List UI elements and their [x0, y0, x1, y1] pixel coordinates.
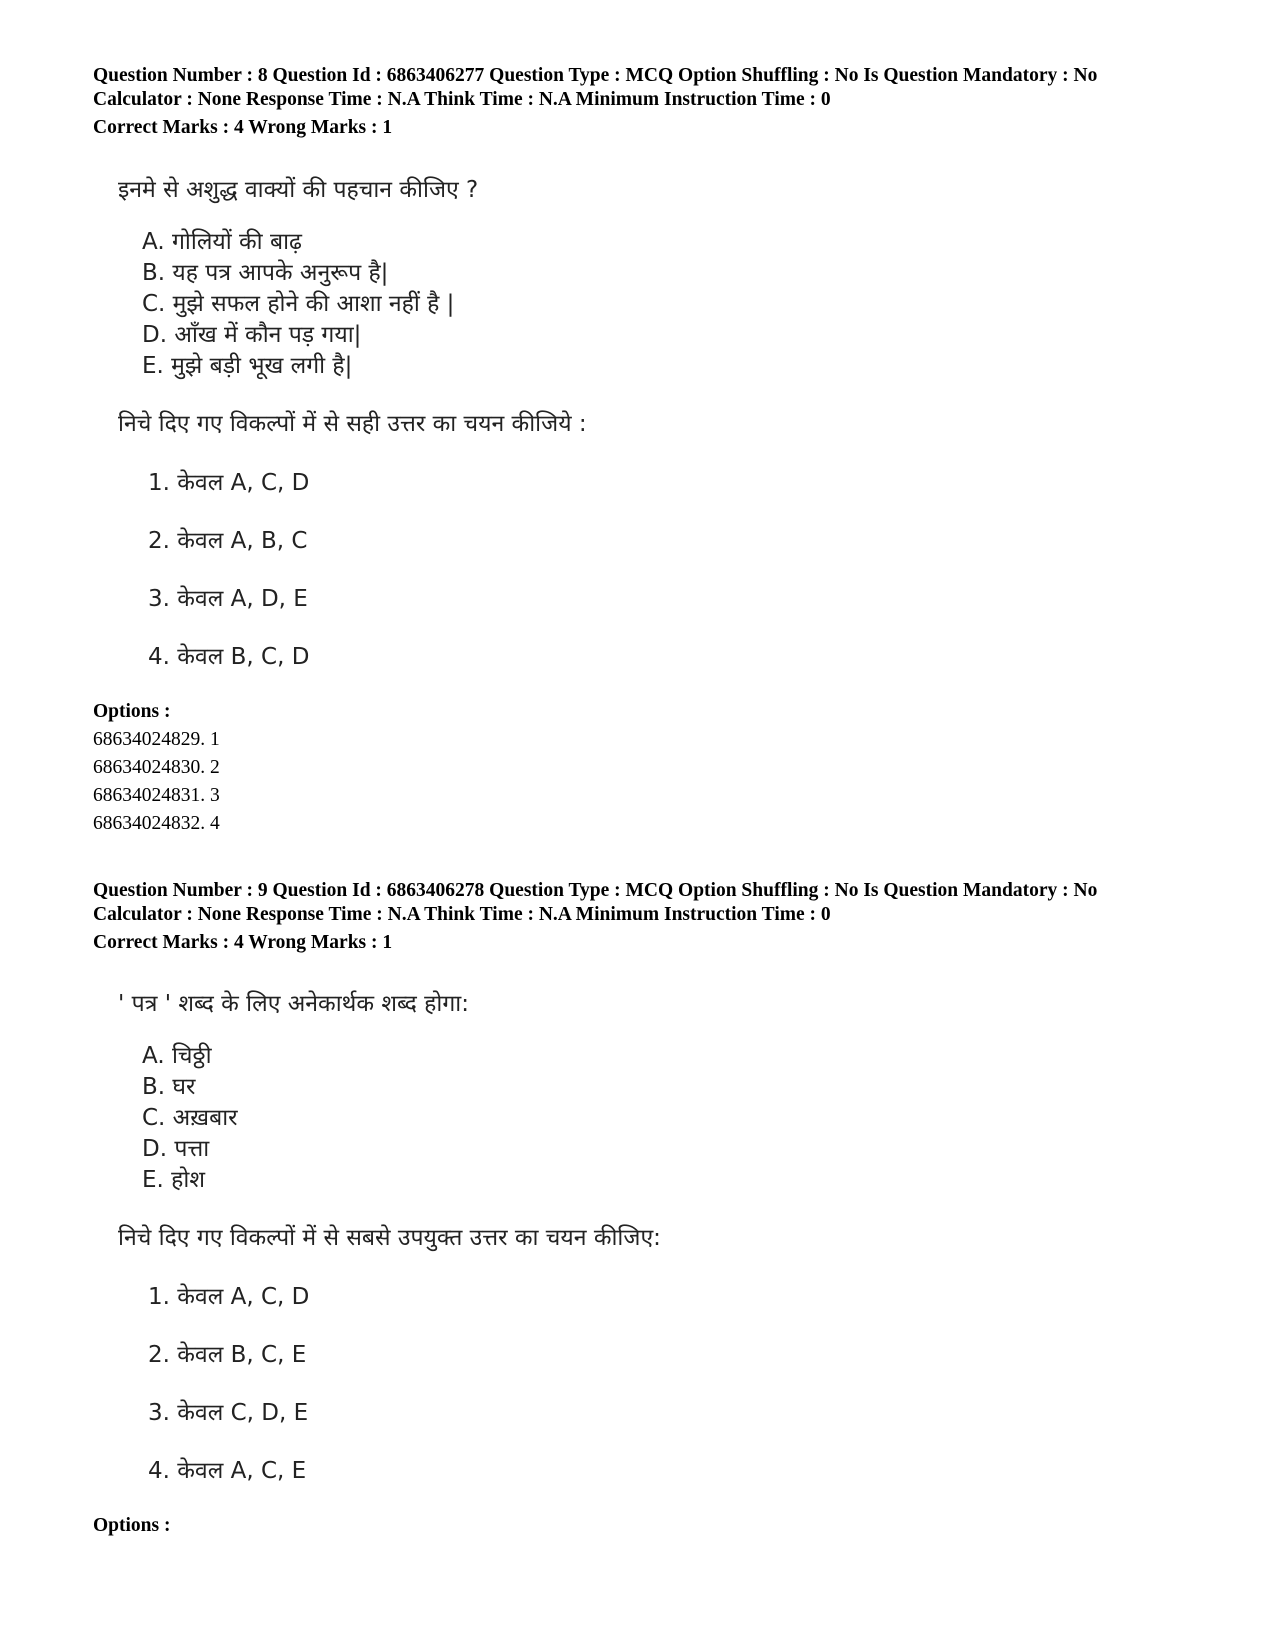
option-row: 68634024831. 3	[93, 785, 220, 806]
statement-c: C. अख़बार	[142, 1105, 238, 1131]
choice-4: 4. केवल A, C, E	[148, 1458, 307, 1484]
option-row: 68634024830. 2	[93, 757, 220, 778]
statement-a: A. गोलियों की बाढ़	[142, 229, 302, 255]
question-instruction: निचे दिए गए विकल्पों में से सही उत्तर का चयन कीजिये :	[118, 411, 587, 437]
choice-2: 2. केवल A, B, C	[148, 528, 308, 554]
choice-3: 3. केवल C, D, E	[148, 1400, 309, 1426]
statement-d: D. पत्ता	[142, 1136, 210, 1162]
option-row: 68634024829. 1	[93, 729, 220, 750]
question-prompt: ' पत्र ' शब्द के लिए अनेकार्थक शब्द होगा:	[118, 991, 469, 1017]
choice-4: 4. केवल B, C, D	[148, 644, 310, 670]
statement-a: A. चिठ्ठी	[142, 1043, 212, 1069]
choice-1: 1. केवल A, C, D	[148, 470, 310, 496]
option-row: 68634024832. 4	[93, 813, 220, 834]
options-label: Options :	[93, 1515, 171, 1536]
question-marks: Correct Marks : 4 Wrong Marks : 1	[93, 117, 393, 138]
statement-b: B. यह पत्र आपके अनुरूप है|	[142, 260, 389, 286]
options-label: Options :	[93, 701, 171, 722]
statement-e: E. मुझे बड़ी भूख लगी है|	[142, 353, 353, 379]
question-marks: Correct Marks : 4 Wrong Marks : 1	[93, 932, 393, 953]
choice-2: 2. केवल B, C, E	[148, 1342, 307, 1368]
question-header-line2: Calculator : None Response Time : N.A Think Time : N.A Minimum Instruction Time : 0	[93, 904, 831, 925]
question-instruction: निचे दिए गए विकल्पों में से सबसे उपयुक्त उत्तर का चयन कीजिए:	[118, 1225, 661, 1251]
question-header-line1: Question Number : 8 Question Id : 6863406277 Question Type : MCQ Option Shuffling : No Is Question Mandatory : No	[93, 65, 1098, 86]
question-header-line2: Calculator : None Response Time : N.A Think Time : N.A Minimum Instruction Time : 0	[93, 89, 831, 110]
statement-d: D. आँख में कौन पड़ गया|	[142, 322, 362, 348]
question-header-line1: Question Number : 9 Question Id : 6863406278 Question Type : MCQ Option Shuffling : No Is Question Mandatory : No	[93, 880, 1098, 901]
question-prompt: इनमे से अशुद्ध वाक्यों की पहचान कीजिए ?	[118, 177, 479, 203]
choice-1: 1. केवल A, C, D	[148, 1284, 310, 1310]
choice-3: 3. केवल A, D, E	[148, 586, 308, 612]
statement-b: B. घर	[142, 1074, 196, 1100]
statement-c: C. मुझे सफल होने की आशा नहीं है |	[142, 291, 455, 317]
statement-e: E. होश	[142, 1167, 205, 1193]
